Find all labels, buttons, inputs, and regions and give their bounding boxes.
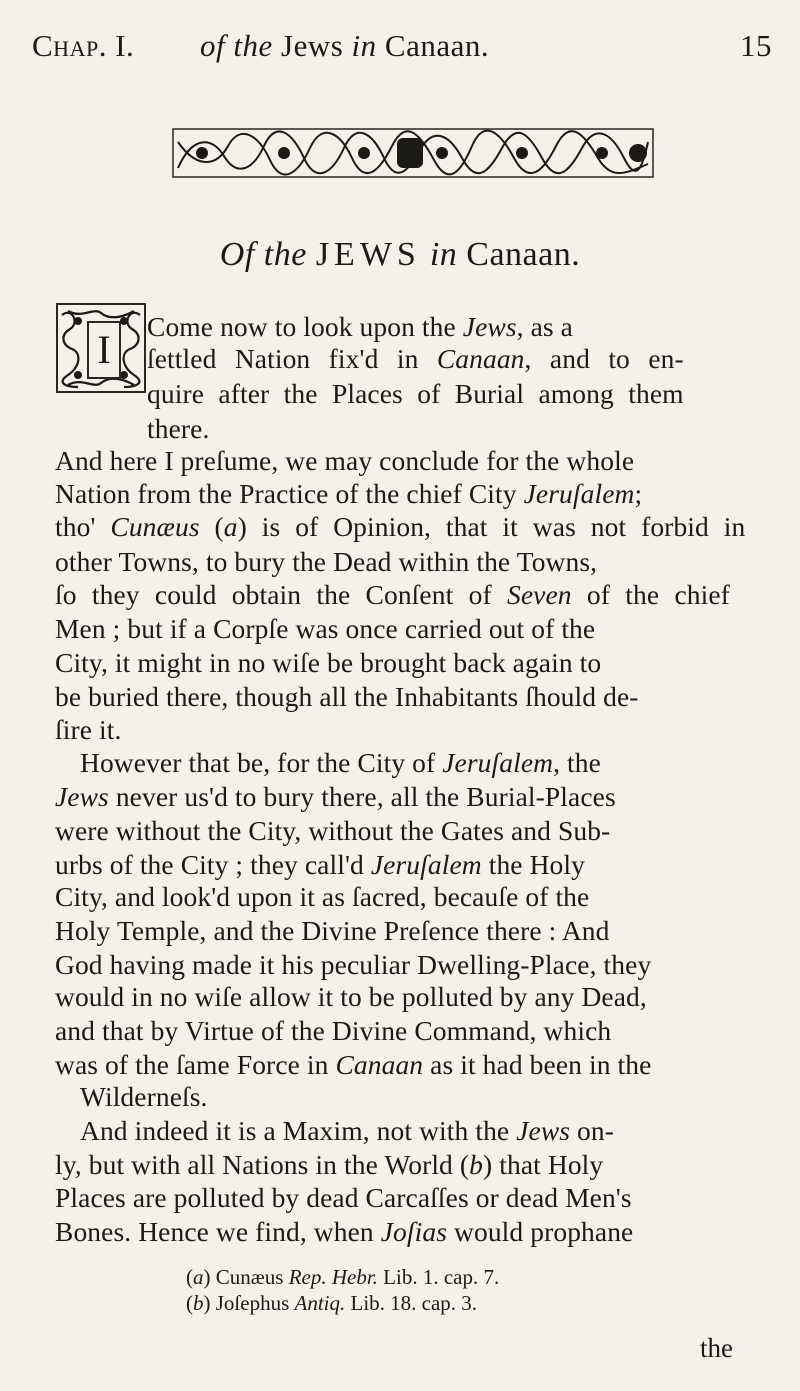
initial-letter: I [87, 321, 121, 379]
section-heading: Of the JEWS in Canaan. [219, 236, 581, 273]
text-span: there. [147, 413, 210, 444]
italic-span: Jews [516, 1115, 571, 1146]
text-span: ) that Holy [483, 1149, 604, 1180]
italic-span: Jeruſalem [442, 747, 554, 778]
footnote [186, 1290, 477, 1316]
text-span: ( [199, 511, 224, 542]
italic-span: Canaan [335, 1049, 424, 1080]
running-head [32, 22, 772, 66]
italic-span: Cunæus [110, 511, 200, 542]
text-span: , the [553, 747, 601, 778]
text-span: ( [186, 1265, 193, 1289]
text-span: Holy Temple, and the Divine Preſence there : And [55, 915, 610, 946]
text-span: Nation from the Practice of the chief City [55, 478, 524, 509]
text-span: , as a [516, 311, 573, 342]
text-line [55, 680, 639, 714]
text-span: ) is of Opinion, that it was not forbid in [237, 511, 746, 542]
running-title: of the Jews in Canaan. [200, 28, 490, 63]
catchword: the [700, 1333, 733, 1363]
text-span: City, and look'd upon it as ſacred, becauſe of the [55, 881, 590, 912]
text-span: never us'd to bury there, all the Burial-Places [108, 781, 616, 812]
text-line [55, 646, 601, 680]
text-span: Wilderneſs. [80, 1081, 208, 1112]
italic-span: Jeruſalem [523, 478, 635, 509]
text-span: other Towns, to bury the Dead within the Towns, [55, 546, 598, 577]
text-line [55, 780, 616, 814]
text-span: Lib. 18. cap. 3. [345, 1291, 478, 1315]
italic-span: Seven [506, 579, 572, 610]
italic-span: Rep. Hebr. [288, 1265, 378, 1289]
text-span: on- [570, 1115, 615, 1146]
text-line [55, 1215, 633, 1249]
text-span: However that be, for the City of [80, 747, 443, 778]
text-line [80, 746, 601, 780]
text-span: of the chief [571, 579, 730, 610]
text-span: ly, but with all Nations in the World ( [55, 1149, 470, 1180]
text-line [55, 1148, 603, 1182]
text-span: and that by Virtue of the Divine Command, which [55, 1015, 612, 1046]
text-line [55, 713, 121, 747]
text-span: would in no wiſe allow it to be polluted by any Dead, [55, 981, 647, 1012]
text-span: Bones. Hence we find, when [55, 1216, 381, 1247]
text-line [55, 510, 745, 544]
text-line [55, 1048, 651, 1082]
text-line [55, 1181, 632, 1215]
text-line [55, 880, 589, 914]
italic-span: Canaan [436, 343, 525, 374]
italic-span: b [193, 1291, 204, 1315]
text-span: , and to en- [524, 343, 684, 374]
text-line [55, 578, 730, 612]
text-line [55, 948, 651, 982]
text-span: the Holy [481, 849, 585, 880]
text-span: ) Joſephus [203, 1291, 295, 1315]
text-span: tho' [55, 511, 111, 542]
text-line [55, 545, 597, 579]
text-line [55, 444, 634, 478]
italic-span: Antiq. [294, 1291, 346, 1315]
text-span: quire after the Places of Burial among them [147, 378, 684, 409]
text-span: ) Cunæus [203, 1265, 289, 1289]
text-span: ſettled Nation fix'd in [147, 343, 437, 374]
text-line [147, 342, 684, 376]
text-line [147, 412, 209, 446]
text-span: And indeed it is a Maxim, not with the [80, 1115, 517, 1146]
text-span: ſire it. [55, 714, 122, 745]
chapter-label: Chap. I. [32, 28, 135, 63]
text-span: urbs of the City ; they call'd [55, 849, 371, 880]
text-line [55, 914, 610, 948]
text-line [55, 814, 610, 848]
text-span: City, it might in no wiſe be brought back again to [55, 647, 602, 678]
italic-span: Jeruſalem [370, 849, 482, 880]
text-line [80, 1080, 208, 1114]
text-line [55, 477, 642, 511]
italic-span: Jews [55, 781, 109, 812]
text-span: was of the ſame Force in [55, 1049, 336, 1080]
text-line [80, 1114, 614, 1148]
text-span: Places are polluted by dead Carcaſſes or dead Men's [55, 1182, 632, 1213]
text-span: be buried there, though all the Inhabitants ſhould de- [55, 681, 639, 712]
text-line [147, 310, 573, 344]
text-span: God having made it his peculiar Dwelling-Place, they [55, 949, 652, 980]
text-span: ( [186, 1291, 193, 1315]
text-line [55, 980, 647, 1014]
text-line [55, 1014, 611, 1048]
text-span: Come now to look upon the [147, 311, 463, 342]
text-span: were without the City, without the Gates and Sub- [55, 815, 611, 846]
italic-span: a [223, 511, 238, 542]
text-span: as it had been in the [423, 1049, 652, 1080]
italic-span: a [193, 1265, 204, 1289]
text-span: ſo they could obtain the Conſent of [55, 579, 507, 610]
page-number: 15 [740, 28, 772, 63]
ornamental-initial [56, 303, 146, 393]
italic-span: Jews [462, 311, 517, 342]
text-line [147, 377, 684, 411]
text-span: Men ; but if a Corpſe was once carried out of the [55, 613, 596, 644]
text-span: Lib. 1. cap. 7. [377, 1265, 500, 1289]
italic-span: Joſias [380, 1216, 448, 1247]
text-span: And here I preſume, we may conclude for the whole [55, 445, 635, 476]
text-line [55, 612, 595, 646]
footnote [186, 1264, 499, 1290]
text-span: would prophane [447, 1216, 634, 1247]
decorative-headpiece [172, 128, 654, 178]
italic-span: b [469, 1149, 484, 1180]
text-span: ; [634, 478, 643, 509]
text-line [55, 848, 585, 882]
